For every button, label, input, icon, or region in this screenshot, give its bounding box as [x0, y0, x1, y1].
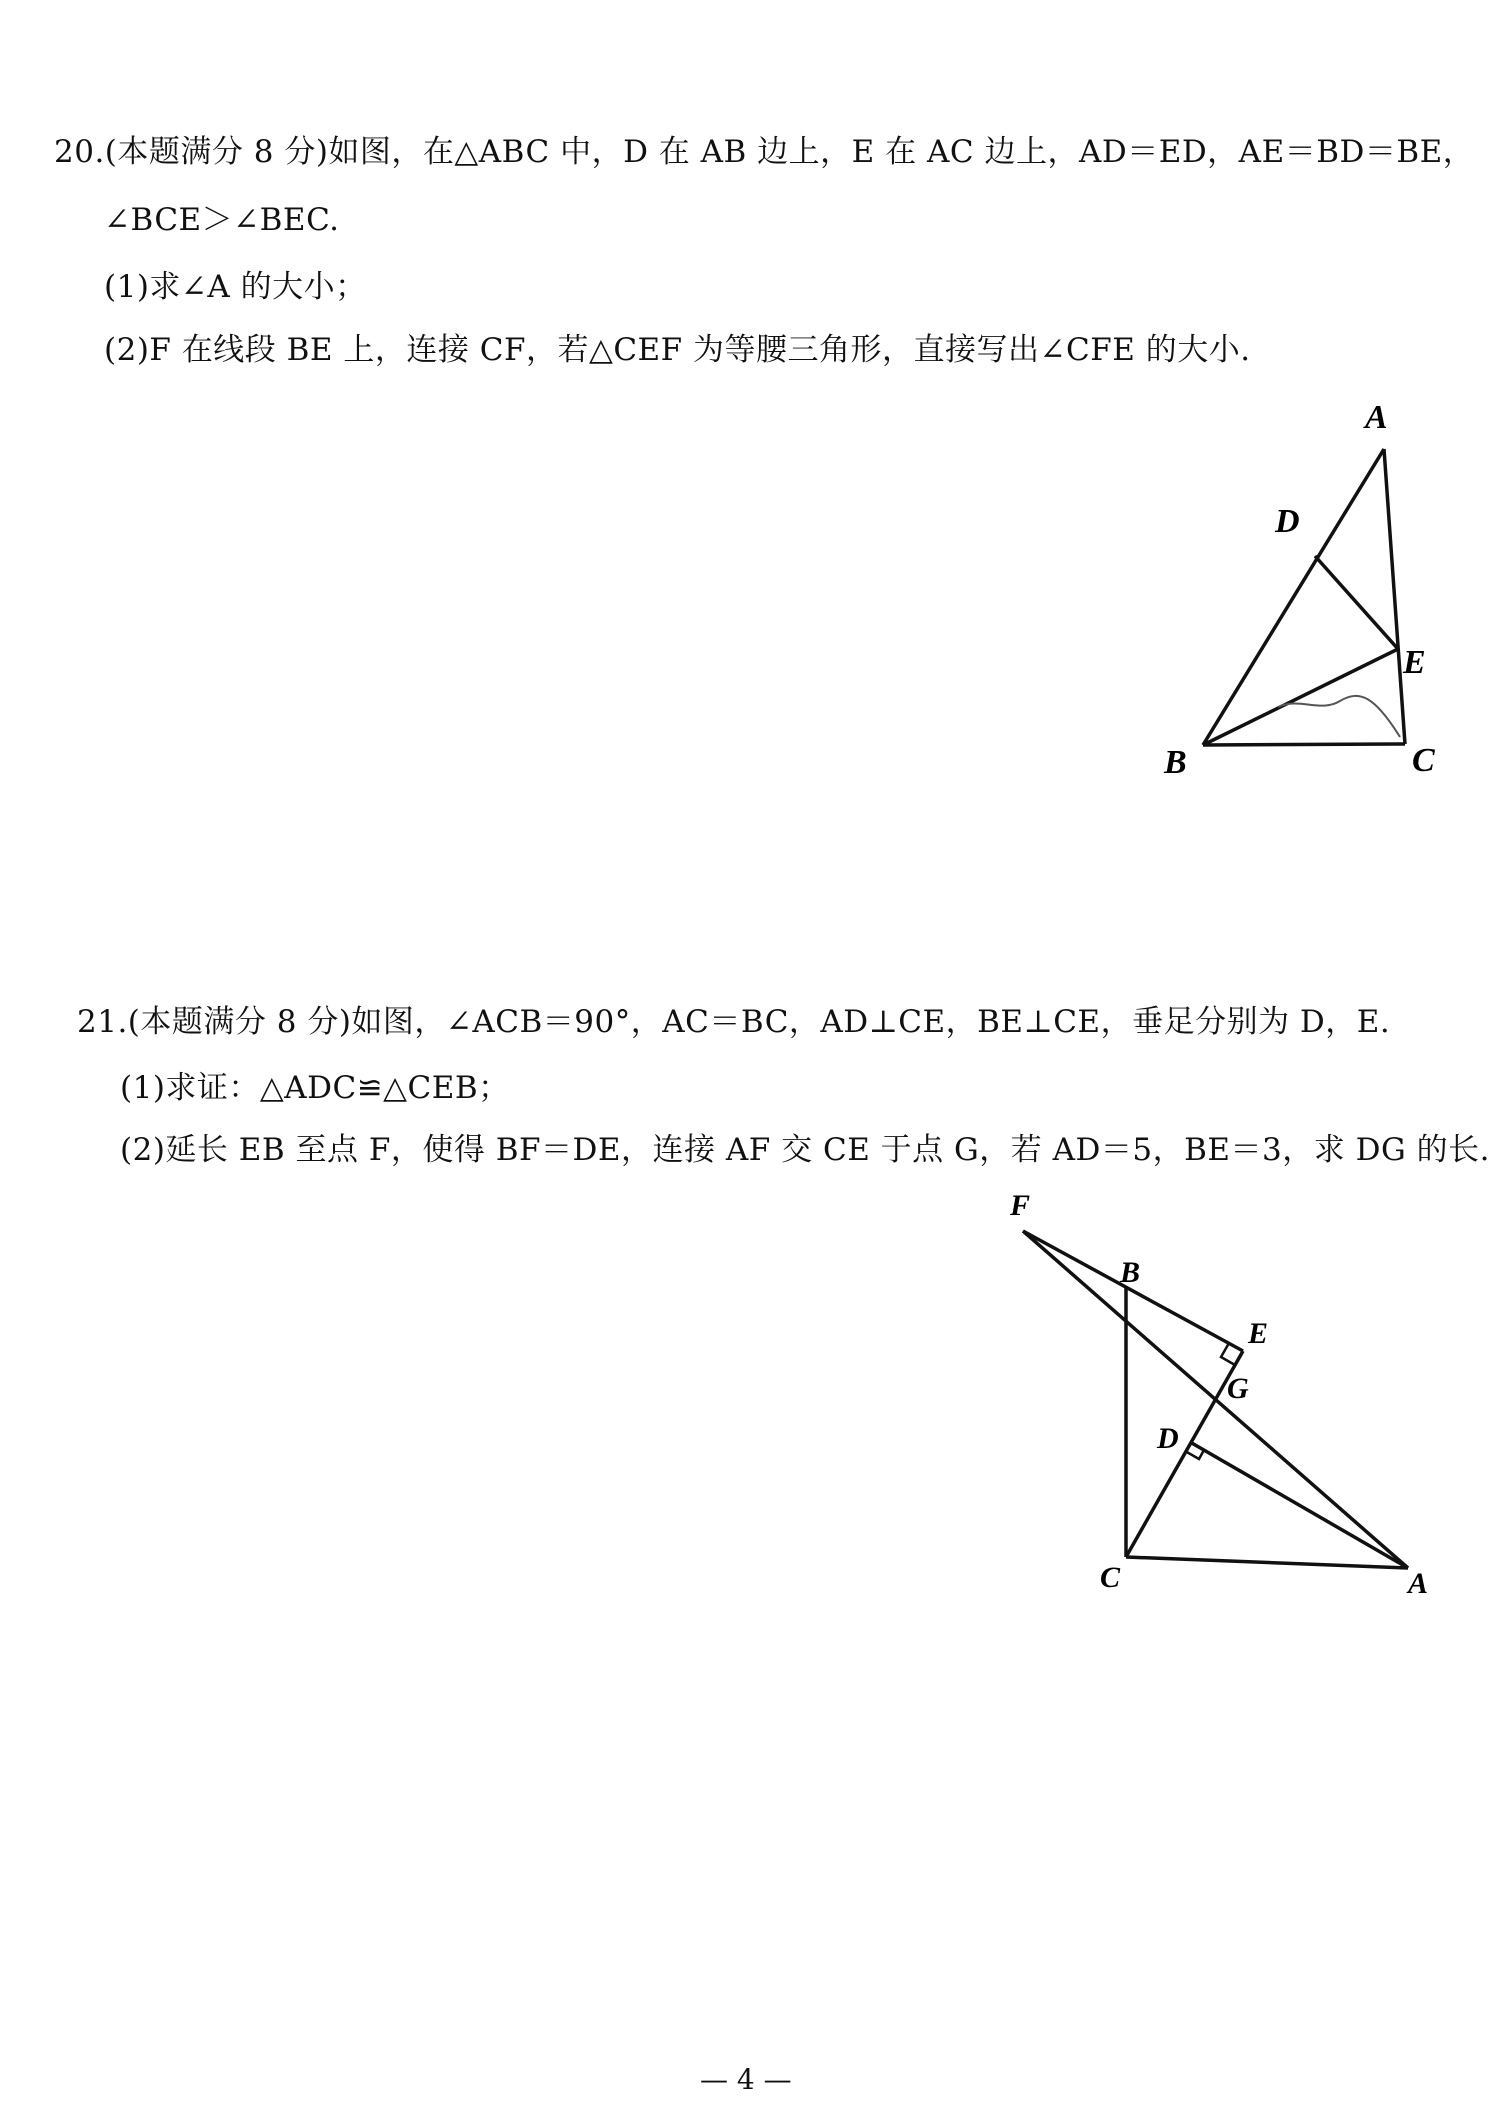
problem20-question1: (1)求∠A 的大小；	[104, 269, 367, 305]
pencil-mark	[1278, 696, 1400, 737]
segment-ac	[1384, 449, 1405, 744]
problem20-triangle-figure	[1150, 395, 1450, 795]
right-angle-mark-d	[1185, 1450, 1204, 1459]
segment-fe	[1023, 1231, 1243, 1351]
segment-bc	[1203, 744, 1405, 745]
label-d: D	[1275, 503, 1300, 540]
label-e: E	[1248, 1317, 1269, 1350]
label-c: C	[1100, 1561, 1121, 1594]
problem21-question1: (1)求证：△ADC≌△CEB；	[120, 1070, 510, 1106]
problem21-statement: 21.(本题满分 8 分)如图，∠ACB＝90°，AC＝BC，AD⊥CE，BE⊥CE，垂足分别为 D，E.	[77, 1004, 1391, 1040]
segment-ca	[1126, 1557, 1408, 1568]
label-d: D	[1157, 1422, 1179, 1455]
problem20-statement-line1: 20.(本题满分 8 分)如图，在△ABC 中，D 在 AB 边上，E 在 AC 边上，AD＝ED，AE＝BD＝BE，	[54, 134, 1475, 170]
label-g: G	[1227, 1372, 1249, 1405]
label-b: B	[1164, 744, 1187, 781]
problem20-question2: (2)F 在线段 BE 上，连接 CF，若△CEF 为等腰三角形，直接写出∠CFE 的大小.	[104, 332, 1251, 368]
problem21-question2: (2)延长 EB 至点 F，使得 BF＝DE，连接 AF 交 CE 于点 G，若 AD＝5，BE＝3，求 DG 的长.	[120, 1132, 1490, 1168]
problem20-statement-line2: ∠BCE＞∠BEC.	[104, 202, 340, 238]
label-b: B	[1120, 1256, 1141, 1289]
segment-de	[1315, 556, 1398, 649]
page-number: — 4 —	[700, 2063, 792, 2096]
label-e: E	[1403, 644, 1426, 681]
segment-ce	[1126, 1351, 1243, 1557]
label-f: F	[1010, 1189, 1031, 1222]
label-a: A	[1408, 1567, 1429, 1600]
segment-ad	[1190, 1442, 1408, 1568]
label-c: C	[1412, 742, 1435, 779]
problem21-right-triangle-figure	[990, 1180, 1450, 1610]
label-a: A	[1365, 399, 1388, 436]
